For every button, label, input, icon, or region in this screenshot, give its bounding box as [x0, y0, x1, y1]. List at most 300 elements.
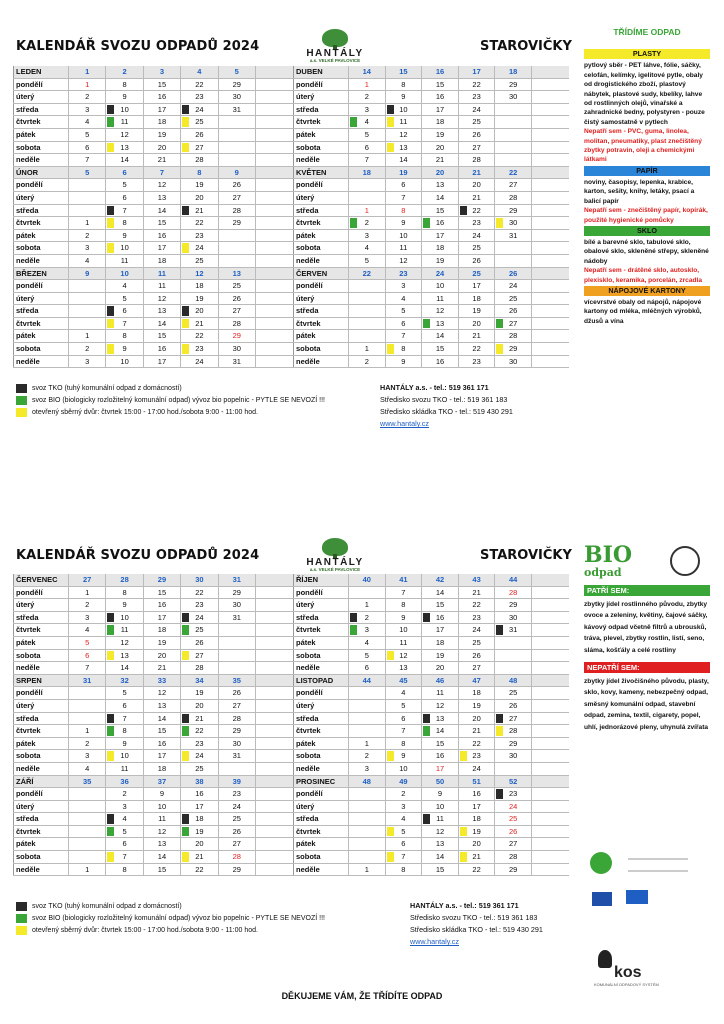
day-number: 5	[364, 129, 369, 139]
day-number: 29	[509, 344, 518, 354]
cartons-allowed: vícevrstvé obaly od nápojů, nápojové kartony od mléka, mléčných výrobků, džusů a vína	[584, 298, 702, 325]
week-number: 27	[69, 574, 106, 586]
day-cell	[144, 801, 181, 813]
day-number: 14	[120, 155, 129, 165]
day-row	[293, 205, 569, 218]
legend-second	[16, 900, 325, 936]
day-cell	[386, 650, 423, 662]
day-cell	[106, 662, 143, 674]
day-number: 16	[157, 738, 167, 748]
day-number: 14	[157, 852, 167, 862]
day-number: 13	[157, 306, 167, 316]
day-cell	[219, 725, 256, 737]
green-swatch-icon	[16, 914, 27, 923]
day-cell	[386, 788, 423, 800]
day-number: 1	[364, 600, 369, 610]
day-cell	[181, 91, 218, 103]
day-cell	[219, 587, 256, 599]
day-cell	[106, 738, 143, 750]
day-cell	[106, 650, 143, 662]
day-cell	[181, 725, 218, 737]
day-number: 4	[122, 281, 127, 291]
day-number: 8	[122, 864, 127, 874]
day-number: 21	[472, 852, 481, 862]
day-cell	[459, 662, 496, 674]
bio-logo-sub: odpad	[584, 566, 622, 579]
day-cell	[219, 788, 256, 800]
weekday-label: pondělí	[293, 280, 349, 292]
apple-icon	[670, 546, 700, 576]
day-cell	[495, 192, 532, 204]
day-row	[13, 154, 293, 167]
day-number: 12	[157, 293, 167, 303]
bio-pickup-marker	[423, 218, 430, 228]
day-cell	[144, 343, 181, 355]
day-cell	[459, 801, 496, 813]
bio-pickup-marker	[423, 319, 430, 329]
day-cell	[422, 116, 459, 128]
day-cell	[495, 713, 532, 725]
calendar-grid-second-half	[13, 574, 569, 876]
day-cell	[349, 650, 386, 662]
day-number: 26	[509, 826, 518, 836]
bio-pickup-marker	[182, 726, 189, 736]
day-cell	[144, 318, 181, 330]
day-number: 4	[85, 117, 90, 127]
weekday-label: pátek	[293, 738, 349, 750]
day-number: 3	[364, 104, 369, 114]
day-cell	[459, 826, 496, 838]
day-row	[293, 192, 569, 205]
day-row	[293, 116, 569, 129]
tko-pickup-marker	[107, 714, 114, 724]
day-number: 5	[364, 255, 369, 265]
month-table	[13, 66, 293, 167]
month-header-row	[13, 675, 293, 688]
day-cell	[459, 599, 496, 611]
day-cell	[106, 305, 143, 317]
day-number: 17	[157, 243, 167, 253]
day-cell	[422, 838, 459, 850]
hantaly-logo	[296, 29, 374, 63]
day-cell	[422, 129, 459, 141]
day-cell	[349, 179, 386, 191]
day-cell	[422, 650, 459, 662]
day-cell	[181, 330, 218, 342]
bio-pickup-marker	[107, 827, 114, 837]
tko-pickup-marker	[182, 814, 189, 824]
collection-yard-marker	[460, 827, 467, 837]
week-number: 2	[106, 66, 143, 78]
weekday-label: pátek	[13, 838, 69, 850]
weekday-label: středa	[13, 104, 69, 116]
day-number: 16	[435, 751, 445, 761]
day-number: 2	[364, 356, 369, 366]
day-number: 6	[364, 142, 369, 152]
day-number: 21	[157, 155, 167, 165]
day-cell	[349, 154, 386, 166]
day-cell	[106, 255, 143, 267]
paper-allowed: noviny, časopisy, lepenka, krabice, karton, sešity, knihy, letáky, psací a balicí papír	[584, 178, 695, 205]
day-number: 29	[232, 79, 241, 89]
town-name-second: STAROVIČKY	[480, 548, 572, 563]
day-row	[293, 801, 569, 814]
day-number: 11	[158, 814, 166, 824]
day-number: 20	[157, 142, 167, 152]
day-number: 6	[401, 713, 406, 723]
day-cell	[386, 104, 423, 116]
month-pair-block	[13, 167, 569, 268]
day-cell	[219, 356, 256, 368]
day-number: 15	[157, 587, 167, 597]
day-number: 10	[399, 104, 408, 114]
day-cell	[495, 305, 532, 317]
day-cell	[144, 205, 181, 217]
day-cell	[495, 330, 532, 342]
day-cell	[69, 356, 106, 368]
day-cell	[219, 750, 256, 762]
day-number: 11	[436, 293, 444, 303]
tko-pickup-marker	[182, 306, 189, 316]
day-number: 16	[435, 612, 445, 622]
weekday-label: čtvrtek	[13, 624, 69, 636]
day-number: 3	[364, 230, 369, 240]
day-number: 13	[399, 663, 408, 673]
day-cell	[181, 687, 218, 699]
day-cell	[106, 343, 143, 355]
day-number: 12	[435, 306, 445, 316]
day-number: 20	[435, 142, 445, 152]
collection-yard-marker	[182, 751, 189, 761]
week-number: 26	[495, 268, 532, 280]
day-cell	[386, 864, 423, 876]
day-cell	[181, 750, 218, 762]
day-number: 1	[364, 205, 369, 215]
day-number: 25	[232, 281, 241, 291]
day-row	[13, 725, 293, 738]
weekday-label: čtvrtek	[293, 318, 349, 330]
day-cell	[181, 713, 218, 725]
day-row	[293, 624, 569, 637]
day-cell	[495, 318, 532, 330]
month-table	[13, 167, 293, 268]
day-cell	[386, 242, 423, 254]
day-number: 25	[509, 688, 518, 698]
day-cell	[459, 813, 496, 825]
day-cell	[69, 813, 106, 825]
day-row	[13, 826, 293, 839]
day-number: 12	[399, 129, 408, 139]
month-name: BŘEZEN	[13, 268, 69, 280]
day-cell	[219, 280, 256, 292]
collection-yard-marker	[107, 344, 114, 354]
day-cell	[386, 343, 423, 355]
day-number: 19	[157, 129, 167, 139]
day-row	[13, 293, 293, 306]
month-table	[13, 574, 293, 675]
collection-yard-marker	[387, 852, 394, 862]
day-cell	[69, 587, 106, 599]
collection-yard-marker	[107, 218, 114, 228]
day-number: 11	[158, 281, 166, 291]
day-number: 3	[85, 356, 90, 366]
weekday-label: sobota	[293, 650, 349, 662]
day-number: 10	[435, 281, 445, 291]
day-cell	[106, 242, 143, 254]
weekday-label: pátek	[293, 230, 349, 242]
day-number: 7	[364, 155, 369, 165]
day-number: 22	[472, 738, 481, 748]
day-number: 28	[232, 713, 241, 723]
day-row	[293, 129, 569, 142]
day-number: 18	[472, 688, 481, 698]
day-number: 5	[122, 688, 127, 698]
week-number: 51	[459, 776, 496, 788]
day-number: 3	[122, 801, 127, 811]
day-number: 7	[122, 318, 127, 328]
day-number: 23	[472, 612, 481, 622]
bio-allowed-heading: PATŘÍ SEM:	[584, 585, 710, 596]
month-name: LEDEN	[13, 66, 69, 78]
day-cell	[69, 801, 106, 813]
weekday-label: úterý	[293, 91, 349, 103]
collection-yard-marker	[107, 319, 114, 329]
day-row	[293, 750, 569, 763]
day-cell	[422, 230, 459, 242]
day-number: 7	[122, 205, 127, 215]
week-number: 7	[144, 167, 181, 179]
weekday-label: pondělí	[13, 79, 69, 91]
day-number: 24	[509, 801, 518, 811]
day-number: 31	[509, 230, 518, 240]
day-number: 6	[401, 318, 406, 328]
day-number: 24	[509, 281, 518, 291]
day-number: 8	[122, 79, 127, 89]
day-cell	[495, 813, 532, 825]
day-number: 6	[85, 142, 90, 152]
weekday-label: středa	[293, 205, 349, 217]
weekday-label: pátek	[293, 838, 349, 850]
day-cell	[386, 205, 423, 217]
bio-not-allowed-heading: NEPATŘÍ SEM:	[584, 662, 710, 673]
day-number: 3	[85, 751, 90, 761]
day-number: 14	[157, 713, 167, 723]
day-number: 9	[401, 751, 406, 761]
day-cell	[106, 230, 143, 242]
day-number: 11	[436, 688, 444, 698]
bio-pickup-marker	[107, 625, 114, 635]
day-cell	[106, 587, 143, 599]
tko-pickup-marker	[387, 105, 394, 115]
day-number: 27	[509, 318, 518, 328]
day-number: 23	[195, 92, 204, 102]
day-number: 29	[232, 587, 241, 597]
day-cell	[459, 788, 496, 800]
day-row	[13, 851, 293, 864]
day-cell	[106, 293, 143, 305]
day-row	[293, 154, 569, 167]
month-header-row	[293, 66, 569, 79]
day-cell	[495, 179, 532, 191]
day-number: 24	[195, 751, 204, 761]
day-row	[293, 864, 569, 877]
yellow-swatch-icon	[16, 926, 27, 935]
weekday-label: čtvrtek	[293, 725, 349, 737]
tko-pickup-marker	[496, 625, 503, 635]
day-number: 1	[364, 344, 369, 354]
day-cell	[349, 104, 386, 116]
day-cell	[69, 116, 106, 128]
day-number: 15	[157, 864, 167, 874]
day-number: 27	[232, 700, 241, 710]
day-number: 2	[85, 92, 90, 102]
day-number: 1	[85, 79, 90, 89]
day-cell	[144, 826, 181, 838]
week-number: 25	[459, 268, 496, 280]
calendar-grid-first-half	[13, 66, 569, 368]
day-number: 10	[120, 356, 129, 366]
day-number: 20	[195, 192, 204, 202]
day-cell	[349, 612, 386, 624]
day-cell	[181, 662, 218, 674]
day-cell	[106, 788, 143, 800]
day-number: 22	[195, 587, 204, 597]
tko-pickup-marker	[182, 206, 189, 216]
weekday-label: sobota	[13, 242, 69, 254]
week-number: 43	[459, 574, 496, 586]
day-cell	[422, 142, 459, 154]
day-number: 20	[472, 318, 481, 328]
day-cell	[106, 801, 143, 813]
day-number: 26	[195, 129, 204, 139]
day-cell	[349, 750, 386, 762]
week-number: 16	[422, 66, 459, 78]
week-number: 49	[386, 776, 423, 788]
month-table	[13, 268, 293, 369]
day-cell	[386, 801, 423, 813]
day-number: 7	[401, 587, 406, 597]
day-cell	[386, 750, 423, 762]
day-number: 26	[232, 180, 241, 190]
day-cell	[422, 864, 459, 876]
collection-yard-marker	[107, 143, 114, 153]
week-number: 21	[459, 167, 496, 179]
day-cell	[495, 725, 532, 737]
day-number: 16	[472, 789, 481, 799]
blackbird-icon	[598, 950, 612, 968]
tko-pickup-marker	[423, 814, 430, 824]
day-number: 13	[435, 713, 445, 723]
weekday-label: čtvrtek	[13, 725, 69, 737]
day-cell	[69, 154, 106, 166]
month-table	[293, 675, 569, 776]
day-number: 18	[472, 814, 481, 824]
day-number: 14	[435, 852, 445, 862]
day-number: 9	[437, 789, 443, 799]
day-number: 25	[472, 117, 481, 127]
black-swatch-icon	[16, 902, 27, 911]
day-cell	[106, 599, 143, 611]
day-number: 21	[195, 205, 204, 215]
day-number: 13	[435, 180, 445, 190]
day-row	[13, 104, 293, 117]
day-number: 14	[157, 205, 167, 215]
day-cell	[144, 242, 181, 254]
yellow-swatch-icon	[16, 408, 27, 417]
day-number: 2	[85, 344, 90, 354]
weekday-label: neděle	[293, 154, 349, 166]
weekday-label: pátek	[13, 637, 69, 649]
weekday-label: středa	[13, 813, 69, 825]
weekday-label: pondělí	[293, 179, 349, 191]
day-number: 11	[120, 763, 129, 773]
weekday-label: středa	[13, 612, 69, 624]
day-number: 25	[195, 255, 204, 265]
legend-item-bio: svoz BIO (biologicky rozložitelný komunální odpad) vývoz bio popelnic - PYTLE SE NEVOZÍ !!!	[16, 394, 325, 406]
day-number: 10	[157, 801, 167, 811]
day-number: 27	[195, 142, 204, 152]
day-cell	[219, 826, 256, 838]
day-cell	[495, 242, 532, 254]
day-row	[13, 637, 293, 650]
weekday-label: čtvrtek	[13, 318, 69, 330]
collection-yard-marker	[182, 117, 189, 127]
day-cell	[106, 330, 143, 342]
day-number: 29	[232, 331, 241, 341]
day-number: 28	[232, 205, 241, 215]
day-cell	[144, 179, 181, 191]
collection-yard-marker	[107, 852, 114, 862]
day-cell	[349, 305, 386, 317]
day-cell	[495, 838, 532, 850]
collection-yard-marker	[387, 751, 394, 761]
day-cell	[459, 142, 496, 154]
month-table	[293, 167, 569, 268]
weekday-label: pátek	[13, 230, 69, 242]
tko-pickup-marker	[182, 105, 189, 115]
day-cell	[69, 612, 106, 624]
weekday-label: středa	[293, 713, 349, 725]
day-number: 20	[435, 663, 445, 673]
day-row	[293, 788, 569, 801]
day-cell	[386, 599, 423, 611]
day-number: 22	[195, 864, 204, 874]
day-number: 17	[157, 612, 167, 622]
website-link[interactable]: www.hantaly.cz	[380, 419, 429, 428]
day-number: 7	[401, 852, 406, 862]
day-cell	[349, 91, 386, 103]
day-cell	[422, 205, 459, 217]
day-row	[13, 343, 293, 356]
day-number: 24	[195, 356, 204, 366]
day-cell	[219, 687, 256, 699]
day-cell	[422, 242, 459, 254]
month-name: PROSINEC	[293, 776, 349, 788]
day-cell	[459, 851, 496, 863]
day-cell	[386, 838, 423, 850]
day-cell	[144, 851, 181, 863]
website-link[interactable]: www.hantaly.cz	[410, 937, 459, 946]
day-number: 31	[232, 751, 241, 761]
day-cell	[144, 91, 181, 103]
day-number: 23	[509, 789, 518, 799]
day-cell	[386, 330, 423, 342]
collection-yard-marker	[182, 651, 189, 661]
month-name: ÚNOR	[13, 167, 69, 179]
day-row	[13, 205, 293, 218]
day-row	[293, 587, 569, 600]
day-cell	[386, 318, 423, 330]
